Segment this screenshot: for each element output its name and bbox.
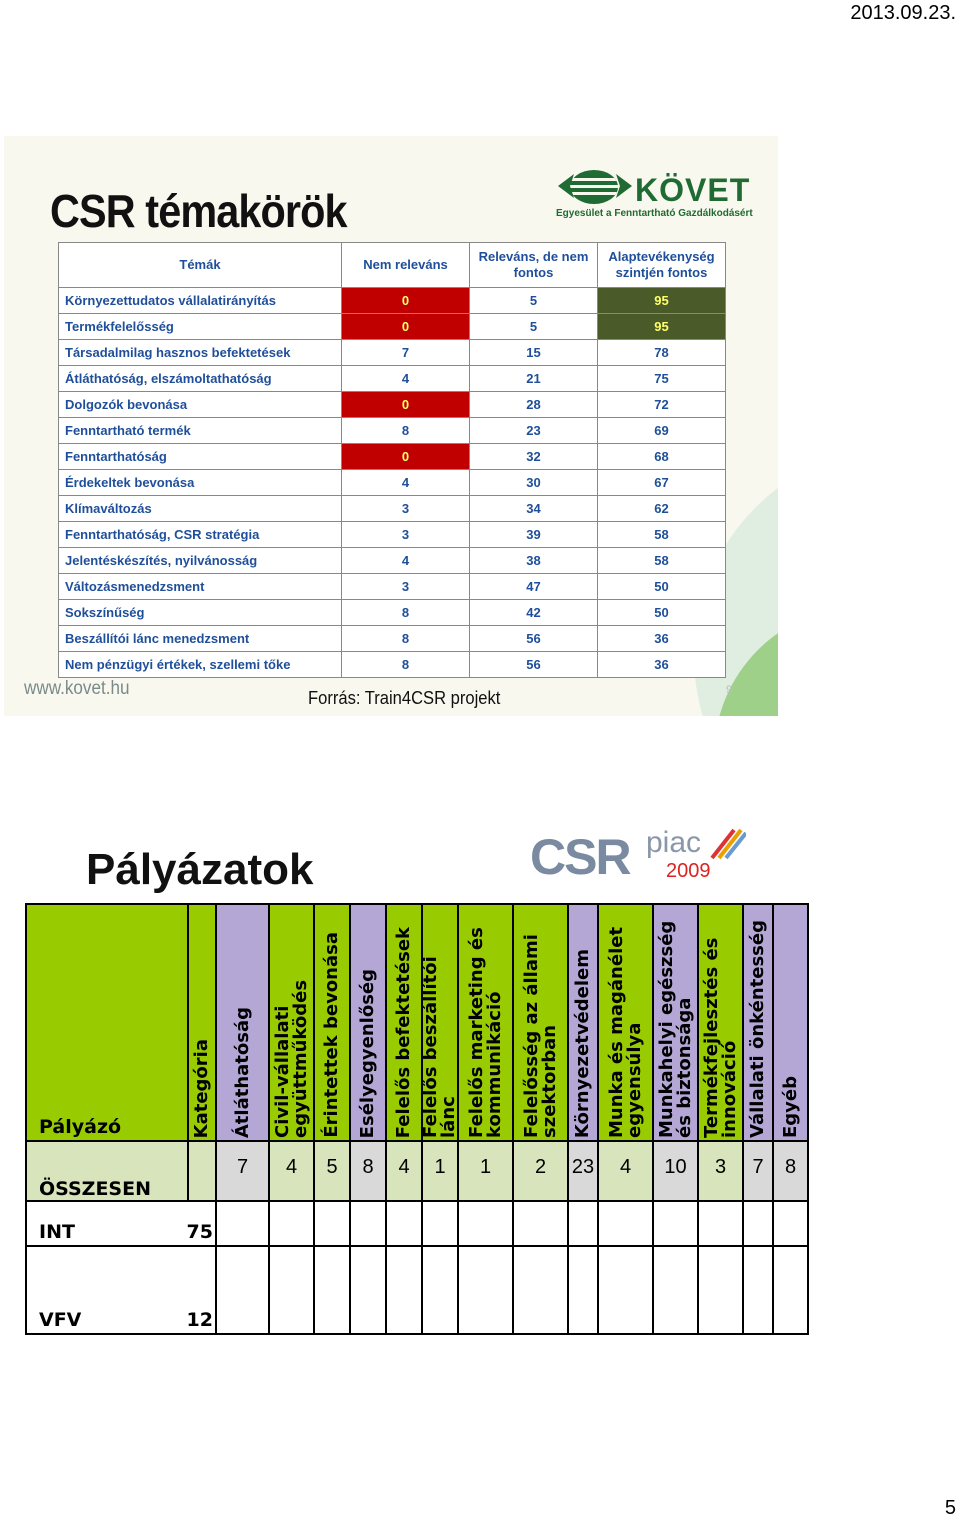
relevant-not-important-cell: 15	[470, 340, 598, 366]
source-note: Forrás: Train4CSR projekt	[308, 688, 501, 708]
topic-cell: Termékfelelősség	[59, 314, 342, 340]
website-url: www.kovet.hu	[24, 678, 130, 699]
topic-cell: Dolgozók bevonása	[59, 392, 342, 418]
column-header-cell	[774, 905, 809, 1142]
column-header-label: Átláthatóság	[231, 1006, 253, 1138]
table-row	[59, 470, 726, 496]
csr-topics-table	[58, 242, 726, 678]
core-important-cell: 58	[598, 522, 726, 548]
data-cell	[315, 1202, 351, 1247]
core-important-cell: 68	[598, 444, 726, 470]
data-cell	[351, 1247, 387, 1335]
header-topics: Témák	[59, 243, 342, 288]
data-cell	[423, 1247, 459, 1335]
table-row	[59, 418, 726, 444]
column-header-label: Egyéb	[779, 1075, 801, 1138]
column-header-cell	[420, 905, 459, 1142]
total-value: 4	[285, 1156, 298, 1178]
topic-cell: Nem pénzügyi értékek, szellemi tőke	[59, 652, 342, 678]
data-cell	[654, 1247, 699, 1335]
column-header-label: Esélyegyenlőség	[357, 968, 378, 1138]
data-cell	[217, 1247, 270, 1335]
data-cell	[387, 1247, 423, 1335]
column-header-label: Termékfejlesztés és innováció	[700, 937, 740, 1138]
data-cell	[774, 1247, 809, 1335]
data-cell	[351, 1202, 387, 1247]
total-value: 10	[664, 1156, 687, 1178]
core-important-cell: 75	[598, 366, 726, 392]
relevant-not-important-cell: 5	[470, 288, 598, 314]
column-header-label: Felelős marketing és kommunikáció	[465, 927, 505, 1138]
not-relevant-cell: 0	[342, 444, 470, 470]
topic-cell: Fenntarthatóság	[59, 444, 342, 470]
topic-cell: Fenntartható termék	[59, 418, 342, 444]
not-relevant-cell: 8	[342, 626, 470, 652]
core-important-cell: 78	[598, 340, 726, 366]
core-important-cell: 62	[598, 496, 726, 522]
slide-title: CSR témakörök	[50, 185, 347, 237]
data-cell	[569, 1247, 599, 1335]
relevant-not-important-cell: 56	[470, 652, 598, 678]
topic-cell: Fenntarthatóság, CSR stratégia	[59, 522, 342, 548]
data-cell	[569, 1142, 599, 1202]
stripes-icon	[706, 824, 746, 860]
table-row	[59, 288, 726, 314]
table-row	[59, 522, 726, 548]
table-row	[59, 626, 726, 652]
not-relevant-cell: 4	[342, 470, 470, 496]
total-value: 1	[479, 1156, 492, 1178]
data-cell	[315, 1142, 351, 1202]
row-label: VFV	[39, 1309, 82, 1331]
table-row	[59, 652, 726, 678]
core-important-cell: 69	[598, 418, 726, 444]
data-cell	[459, 1142, 514, 1202]
not-relevant-cell: 4	[342, 366, 470, 392]
data-cell	[514, 1142, 569, 1202]
not-relevant-cell: 3	[342, 522, 470, 548]
category-value-cell	[186, 1202, 217, 1247]
row-label-cell	[27, 1142, 189, 1202]
not-relevant-cell: 0	[342, 392, 470, 418]
row-label: INT	[39, 1221, 75, 1243]
relevant-not-important-cell: 32	[470, 444, 598, 470]
column-header-cell	[569, 905, 599, 1142]
data-cell	[654, 1202, 699, 1247]
total-value: 8	[784, 1156, 797, 1178]
topic-cell: Változásmenedzsment	[59, 574, 342, 600]
data-cell	[774, 1202, 809, 1247]
total-value: 5	[326, 1156, 338, 1178]
column-header-label: Munkahelyi egészség és biztonsága	[655, 920, 695, 1138]
topic-cell: Beszállítói lánc menedzsment	[59, 626, 342, 652]
table-row	[59, 574, 726, 600]
relevant-not-important-cell: 34	[470, 496, 598, 522]
data-cell	[270, 1202, 315, 1247]
applications-table	[25, 903, 809, 1335]
not-relevant-cell: 0	[342, 314, 470, 340]
core-important-cell: 50	[598, 600, 726, 626]
applicant-header: Pályázó	[39, 1116, 122, 1138]
relevant-not-important-cell: 56	[470, 626, 598, 652]
slide-title: Pályázatok	[86, 845, 314, 894]
data-cell	[423, 1202, 459, 1247]
not-relevant-cell: 8	[342, 418, 470, 444]
column-header-cell	[459, 905, 514, 1142]
data-cell	[699, 1202, 744, 1247]
not-relevant-cell: 8	[342, 600, 470, 626]
table-row	[59, 548, 726, 574]
core-important-cell: 58	[598, 548, 726, 574]
data-cell	[744, 1142, 774, 1202]
data-cell	[514, 1247, 569, 1335]
core-important-cell: 67	[598, 470, 726, 496]
category-value-cell	[186, 1247, 217, 1335]
row-count: 12	[186, 1309, 213, 1331]
column-header-cell	[699, 905, 744, 1142]
total-value: 4	[619, 1156, 632, 1178]
category-header-cell	[189, 905, 217, 1142]
relevant-not-important-cell: 39	[470, 522, 598, 548]
data-cell	[270, 1142, 315, 1202]
logo-piac: piac	[646, 826, 702, 859]
relevant-not-important-cell: 42	[470, 600, 598, 626]
page-number: 5	[944, 1497, 956, 1519]
column-header-label: Érintettek bevonása	[321, 932, 342, 1138]
column-header-label: Munka és magánélet egyensúlya	[605, 926, 645, 1138]
topic-cell: Sokszínűség	[59, 600, 342, 626]
column-header-cell	[351, 905, 387, 1142]
table-row	[59, 600, 726, 626]
row-label: ÖSSZESEN	[39, 1178, 151, 1200]
column-header-cell	[744, 905, 774, 1142]
core-important-cell: 95	[598, 288, 726, 314]
data-cell	[744, 1247, 774, 1335]
data-cell	[599, 1142, 654, 1202]
data-cell	[387, 1142, 423, 1202]
data-cell	[459, 1247, 514, 1335]
kovet-logo	[552, 168, 752, 226]
not-relevant-cell: 3	[342, 496, 470, 522]
logo-csr: CSR	[530, 829, 630, 885]
column-header-cell	[270, 905, 315, 1142]
total-value: 1	[434, 1156, 446, 1178]
row-label-cell	[27, 1247, 189, 1335]
logo-name: KÖVET	[635, 172, 751, 208]
not-relevant-cell: 8	[342, 652, 470, 678]
not-relevant-cell: 4	[342, 548, 470, 574]
relevant-not-important-cell: 23	[470, 418, 598, 444]
topic-cell: Környezettudatos vállalatirányítás	[59, 288, 342, 314]
csrpiac-logo	[530, 822, 750, 886]
core-important-cell: 72	[598, 392, 726, 418]
logo-subtitle: Egyesület a Fenntartható Gazdálkodásért	[556, 208, 753, 219]
table-row	[59, 496, 726, 522]
data-cell	[744, 1202, 774, 1247]
column-header-cell	[217, 905, 270, 1142]
table-row	[59, 314, 726, 340]
data-cell	[654, 1142, 699, 1202]
header-not-relevant: Nem releváns	[342, 243, 470, 288]
topic-cell: Érdekeltek bevonása	[59, 470, 342, 496]
topic-cell: Klímaváltozás	[59, 496, 342, 522]
data-cell	[387, 1202, 423, 1247]
page-date: 2013.09.23.	[850, 2, 956, 24]
corner-header-cell	[27, 905, 189, 1142]
relevant-not-important-cell: 21	[470, 366, 598, 392]
row-count: 75	[186, 1221, 213, 1243]
core-important-cell: 95	[598, 314, 726, 340]
data-cell	[217, 1142, 270, 1202]
globe-icon	[570, 170, 618, 204]
column-header-cell	[315, 905, 351, 1142]
data-cell	[315, 1247, 351, 1335]
total-value: 4	[398, 1156, 410, 1178]
data-cell	[459, 1202, 514, 1247]
data-cell	[569, 1202, 599, 1247]
total-value: 2	[534, 1156, 547, 1178]
core-important-cell: 50	[598, 574, 726, 600]
table-row	[59, 444, 726, 470]
column-header-label: Felelősség az állami szektorban	[520, 934, 560, 1138]
column-header-cell	[654, 905, 699, 1142]
data-cell	[699, 1247, 744, 1335]
relevant-not-important-cell: 5	[470, 314, 598, 340]
logo-year: 2009	[666, 860, 711, 882]
total-value: 23	[571, 1156, 595, 1178]
total-value: 3	[714, 1156, 727, 1178]
data-cell	[217, 1202, 270, 1247]
wing-icon	[614, 172, 634, 200]
data-cell	[514, 1202, 569, 1247]
data-cell	[599, 1202, 654, 1247]
table-row	[59, 392, 726, 418]
slide-number: 9	[726, 684, 733, 696]
table-row	[59, 340, 726, 366]
slide-csr-topics	[4, 136, 778, 716]
wing-icon	[556, 172, 576, 200]
relevant-not-important-cell: 38	[470, 548, 598, 574]
topic-cell: Jelentéskészítés, nyilvánosság	[59, 548, 342, 574]
row-label-cell	[27, 1202, 189, 1247]
relevant-not-important-cell: 28	[470, 392, 598, 418]
column-header-label: Felelős befektetések	[393, 926, 414, 1138]
data-cell	[351, 1142, 387, 1202]
topic-cell: Társadalmilag hasznos befektetések	[59, 340, 342, 366]
header-core-important: Alaptevékenység szintjén fontos	[598, 243, 726, 288]
data-cell	[699, 1142, 744, 1202]
column-header-label: Civil-vállalati együttműködés	[271, 979, 311, 1138]
total-value: 8	[362, 1156, 374, 1178]
total-value: 7	[752, 1156, 764, 1178]
column-header-cell	[599, 905, 654, 1142]
category-value-cell	[189, 1142, 217, 1202]
header-relevant-not-important: Releváns, de nem fontos	[470, 243, 598, 288]
column-header-label: Környezetvédelem	[572, 948, 593, 1138]
core-important-cell: 36	[598, 652, 726, 678]
table-row	[59, 366, 726, 392]
column-header-cell	[387, 905, 423, 1142]
category-header-label: Kategória	[191, 1038, 212, 1138]
total-value: 7	[236, 1156, 249, 1178]
data-cell	[270, 1247, 315, 1335]
relevant-not-important-cell: 47	[470, 574, 598, 600]
table-header-row	[59, 243, 726, 288]
data-cell	[774, 1142, 809, 1202]
relevant-not-important-cell: 30	[470, 470, 598, 496]
column-header-cell	[514, 905, 569, 1142]
data-cell	[599, 1247, 654, 1335]
not-relevant-cell: 7	[342, 340, 470, 366]
not-relevant-cell: 3	[342, 574, 470, 600]
data-cell	[423, 1142, 459, 1202]
column-header-label: Felelős beszállítói lánc	[420, 956, 459, 1138]
topic-cell: Átláthatóság, elszámoltathatóság	[59, 366, 342, 392]
not-relevant-cell: 0	[342, 288, 470, 314]
column-header-label: Vállalati önkéntesség	[747, 920, 768, 1138]
core-important-cell: 36	[598, 626, 726, 652]
